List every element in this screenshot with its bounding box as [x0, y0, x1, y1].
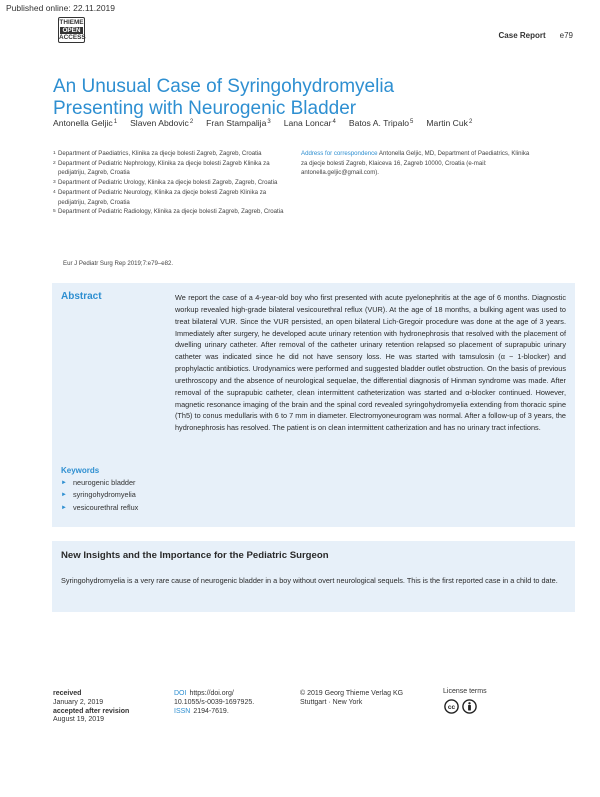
author: Antonella Geljic$^1$ — [53, 118, 118, 128]
logo-line-3: ACCESS — [59, 34, 86, 41]
correspondence-text: Antonella Geljic, MD, Department of Paediatrics, Klinika za djecje bolesti Zagreb, Klaiceva 16, Zagreb 10000, Croatia (e-mail: antonella.geljic@gmail.com). — [301, 150, 530, 177]
keyword-item: ► syringohydromyelia — [61, 489, 171, 501]
insights-text: Syringohydromyelia is a very rare cause of neurogenic bladder in a boy without overt neurological sequels. This is the first reported case in a child to date. — [61, 576, 558, 585]
received-date: January 2, 2019 — [53, 698, 104, 706]
affiliation: 5 Department of Pediatric Radiology, Klinika za djecje bolesti Zagreb, Zagreb, Croatia — [53, 208, 284, 216]
author: Slaven Abdovic$^2$ — [130, 118, 194, 128]
abstract-text: We report the case of a 4-year-old boy who first presented with acute pyelonephritis at the age of 6 months. Diagnostic workup revealed high-grade bilateral vesicourethral reflux (VUR). At the age of 18 months, a bulking agent was used to treat bilateral VUR. Since the VUR persisted, an open bilateral Lich-Gregoir procedure was done at the age of 3 years. Immediately after surgery, he developed acute urinary retention with hydronephrosis that resolved with the placement of dwelling urinary catheter. After removal of the catheter urinary retention relapsed so placement of suprapubic urinary catheter was indicated since he did not have sensory loss. He was started with tamsulosin (α − 1-blocker) and prophylactic antibiotics. Urodynamics were performed and suggested bladder outlet obstruction. On the basis of previous urethroscopy and the absence of neurological sequelae, the differential diagnosis of Hinman syndrome was made. After removal of the suprapubic catheter, clean intermittent catheterization was started and α-blocker continued. However, magnetic resonance imaging of the brain and the spinal cord revealed syringohydromyelia extending from thoracic spine (Th5) to conus medullaris with 6 to 7 mm in diameter. Electromyoneurogram was normal. After a follow-up of 3 years, the hydronephrosis has resolved. The patient is on clean intermittent catherization and has no urinary tract infections. — [175, 293, 566, 433]
author-list — [53, 118, 573, 128]
affiliation: 3 Department of Pediatric Urology, Klinika za djecje bolesti Zagreb, Zagreb, Croatia — [53, 179, 278, 187]
journal-citation: Eur J Pediatr Surg Rep 2019;7:e79–e82. — [63, 260, 174, 267]
correspondence-label: Address for correspondence — [301, 150, 378, 157]
publisher-location: Stuttgart · New York — [300, 698, 363, 706]
keyword-item: ► neurogenic bladder — [61, 477, 171, 489]
license-terms-label: License terms — [443, 688, 487, 695]
bullet-arrow-icon: ► — [61, 504, 67, 511]
running-header — [499, 31, 573, 40]
affiliation: 2 Department of Pediatric Nephrology, Klinika za djecje bolesti Zagreb Klinika za pedijatriju, Zagreb, Croatia — [53, 159, 270, 177]
article-history — [53, 690, 129, 725]
cc-license-icons[interactable] — [444, 699, 477, 714]
copyright: © 2019 Georg Thieme Verlag KG — [300, 690, 404, 697]
keywords-block — [61, 466, 171, 514]
issn-label: ISSN — [174, 707, 191, 715]
affiliation: 1 Department of Paediatrics, Klinika za djecje bolesti Zagreb, Zagreb, Croatia — [53, 150, 262, 157]
published-online-date: Published online: 22.11.2019 — [6, 3, 116, 13]
author: Martin Cuk$^2$ — [426, 118, 473, 128]
logo-line-2: OPEN — [60, 27, 83, 35]
correspondence-address — [301, 149, 531, 178]
attribution-icon — [462, 699, 477, 714]
creative-commons-icon — [444, 699, 459, 714]
accepted-date: August 19, 2019 — [53, 716, 104, 724]
keywords-heading: Keywords — [61, 466, 100, 475]
publisher-info — [300, 690, 403, 708]
insights-title: New Insights and the Importance for the Pediatric Surgeon — [61, 550, 329, 561]
author: Lana Loncar$^4$ — [283, 118, 336, 128]
svg-text:cc: cc — [447, 704, 456, 711]
doi-id: 10.1055/s-0039-1697925. — [174, 698, 255, 706]
doi-link[interactable]: https://doi.org/ — [189, 690, 234, 697]
doi-issn — [174, 690, 254, 716]
received-label: received — [53, 690, 82, 697]
affiliation: 4 Department of Pediatric Neurology, Klinika za djecje bolesti Zagreb Klinika za pedijatriju, Zagreb, Croatia — [53, 188, 267, 206]
article-title: An Unusual Case of Syringohydromyelia Presenting with Neurogenic Bladder — [53, 75, 395, 119]
issn-value: 2194-7619. — [193, 707, 229, 715]
section-label: Case Report — [498, 31, 546, 40]
keyword-item: ► vesicourethral reflux — [61, 502, 171, 514]
bullet-arrow-icon: ► — [61, 480, 67, 486]
accepted-label: accepted after revision — [53, 707, 130, 715]
affiliations — [53, 149, 288, 217]
thieme-open-access-logo — [58, 17, 85, 43]
logo-line-1: THIEME — [59, 19, 84, 26]
doi-label: DOI — [174, 690, 187, 697]
bullet-arrow-icon: ► — [61, 492, 67, 499]
abstract-heading: Abstract — [61, 291, 102, 302]
author: Fran Stampalija$^3$ — [206, 118, 271, 128]
author: Batos A. Tripalo$^5$ — [348, 118, 414, 128]
page-number: e79 — [559, 31, 573, 40]
